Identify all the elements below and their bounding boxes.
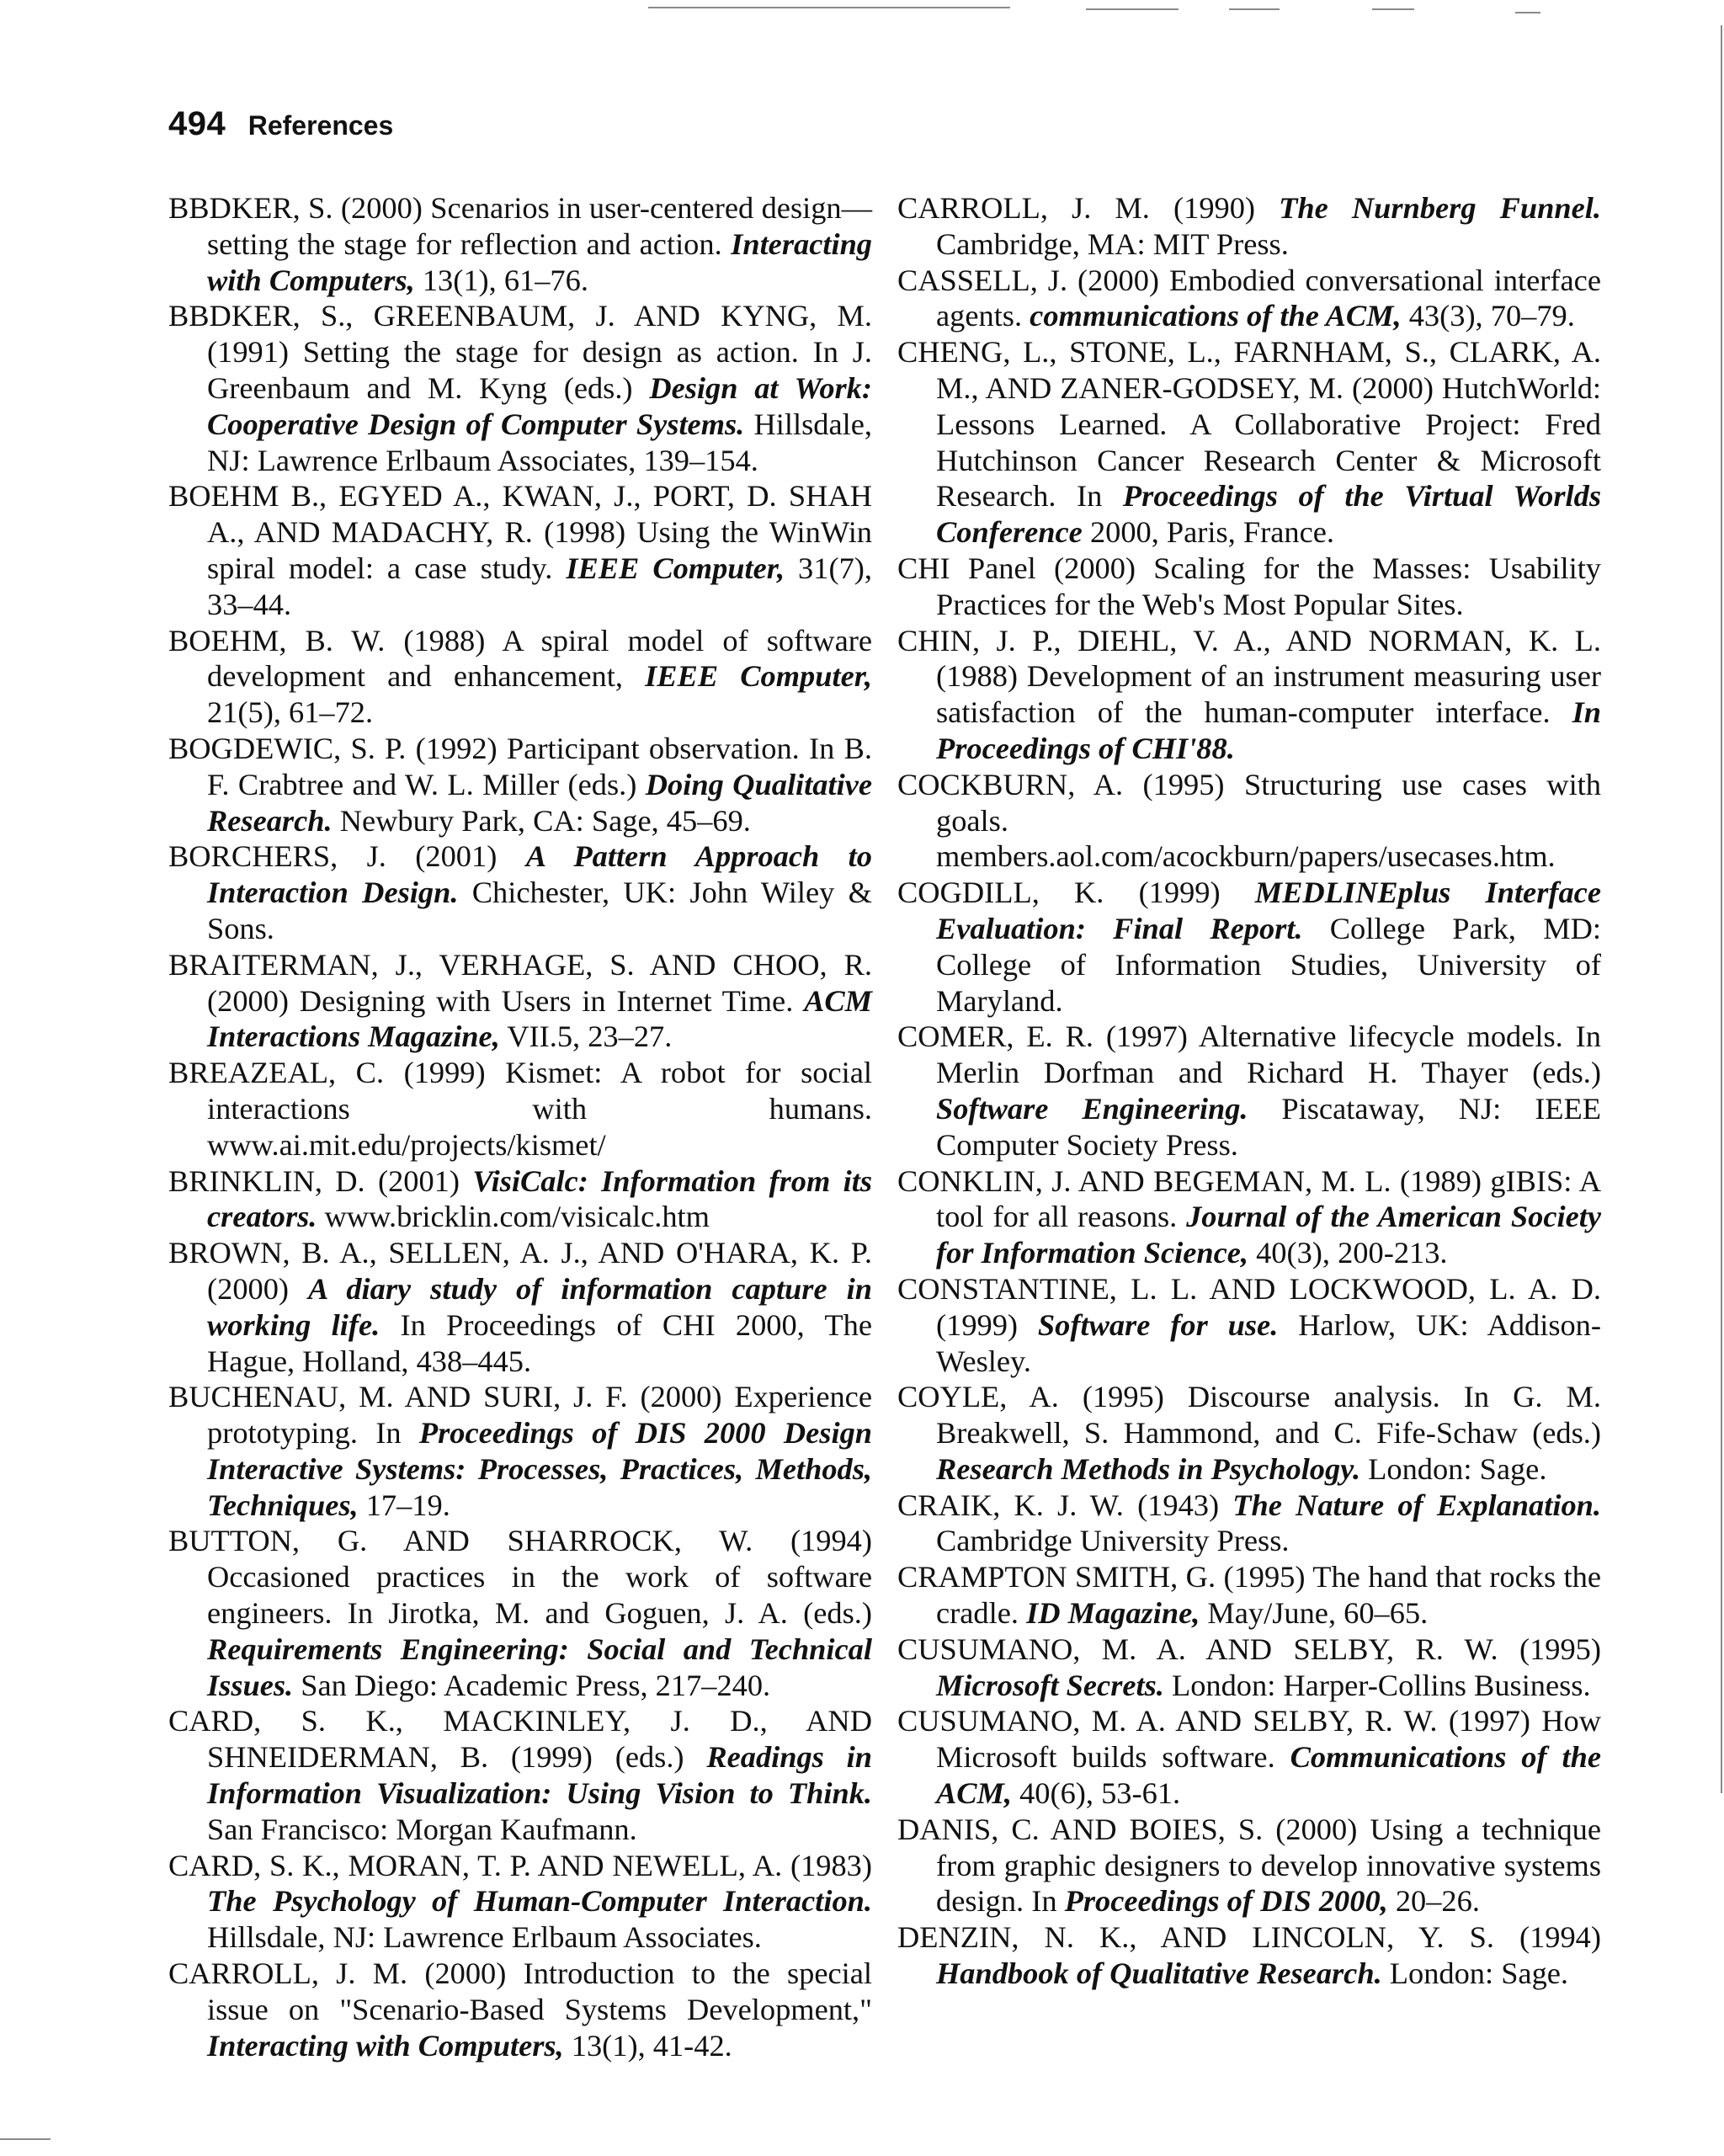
scan-mark xyxy=(1086,8,1179,10)
scan-mark xyxy=(1721,25,1722,1793)
reference-text: BREAZEAL, C. (1999) Kismet: A robot for social interactions with humans. www.ai.mit.edu/projects/kismet/ xyxy=(168,1056,872,1162)
reference-entry xyxy=(168,838,872,946)
scan-mark xyxy=(1515,12,1540,13)
reference-text: COCKBURN, A. (1995) Structuring use cases with goals. members.aol.com/acockburn/papers/usecases.htm. xyxy=(897,767,1601,874)
reference-entry xyxy=(168,1379,872,1523)
reference-title: IEEE Computer, xyxy=(566,551,785,585)
reference-text: CONSTANTINE, L. L. AND LOCKWOOD, L. A. D. (1999) xyxy=(897,1271,1601,1342)
reference-entry xyxy=(897,1919,1601,1992)
reference-title: Software for use. xyxy=(1037,1307,1279,1342)
reference-entry xyxy=(168,947,872,1055)
reference-text: CRAMPTON SMITH, G. (1995) The hand that rocks the cradle. xyxy=(897,1560,1601,1631)
reference-title: Handbook of Qualitative Research. xyxy=(936,1956,1382,1991)
reference-entry xyxy=(897,875,1601,1019)
reference-text: BUCHENAU, M. AND SURI, J. F. (2000) Experience prototyping. In xyxy=(168,1380,872,1451)
reference-text: Cambridge, MA: MIT Press. xyxy=(936,226,1289,261)
reference-text: CASSELL, J. (2000) Embodied conversational interface agents. xyxy=(897,263,1601,333)
reference-text: Harlow, UK: Addison-Wesley. xyxy=(936,1307,1601,1378)
reference-text: CUSUMANO, M. A. AND SELBY, R. W. (1995) xyxy=(897,1632,1601,1666)
reference-entry xyxy=(897,1703,1601,1811)
reference-text: CARROLL, J. M. (2000) Introduction to the special issue on "Scenario-Based Systems Development," xyxy=(168,1956,872,2026)
reference-title: IEEE Computer, xyxy=(645,659,872,694)
reference-text: BUTTON, G. AND SHARROCK, W. (1994) Occasioned practices in the work of software engineers. In Jirotka, M. and Goguen, J. A. (eds.) xyxy=(168,1524,872,1631)
reference-title: Software Engineering. xyxy=(936,1091,1248,1126)
scan-mark xyxy=(1372,8,1414,10)
reference-text: CUSUMANO, M. A. AND SELBY, R. W. (1997) How Microsoft builds software. xyxy=(897,1704,1601,1775)
reference-entry xyxy=(897,551,1601,623)
reference-text: COYLE, A. (1995) Discourse analysis. In G. M. Breakwell, S. Hammond, and C. Fife-Schaw (eds.) xyxy=(897,1380,1601,1451)
reference-title: ID Magazine, xyxy=(1026,1596,1200,1631)
reference-entry xyxy=(168,478,872,622)
reference-text: BROWN, B. A., SELLEN, A. J., AND O'HARA, K. P. (2000) xyxy=(168,1236,872,1306)
reference-text: 21(5), 61–72. xyxy=(207,695,374,730)
reference-entry xyxy=(168,1848,872,1956)
references-left-column xyxy=(168,190,872,2063)
reference-text: BRINKLIN, D. (2001) xyxy=(168,1163,473,1198)
reference-entry xyxy=(168,1523,872,1703)
references-right-column xyxy=(897,190,1601,1992)
reference-entry xyxy=(897,1632,1601,1704)
scan-mark xyxy=(648,7,1010,8)
page-number: 494 xyxy=(168,105,226,142)
reference-title: VisiCalc: Information from its creators. xyxy=(207,1163,872,1234)
reference-title: Readings in Information Visualization: Using Vision to Think. xyxy=(207,1740,872,1811)
reference-title: Proceedings of DIS 2000, xyxy=(1064,1884,1388,1919)
page-header xyxy=(168,105,393,143)
reference-title: ACM Interactions Magazine, xyxy=(207,983,872,1054)
reference-entry xyxy=(897,190,1601,263)
reference-text: DENZIN, N. K., AND LINCOLN, Y. S. (1994) xyxy=(897,1920,1601,1955)
reference-text: BBDKER, S., GREENBAUM, J. AND KYNG, M. (1991) Setting the stage for design as action. In J. Greenbaum and M. Kyng (eds.) xyxy=(168,299,872,405)
reference-entry xyxy=(897,1379,1601,1487)
scan-mark xyxy=(0,2138,51,2140)
reference-text: COGDILL, K. (1999) xyxy=(897,876,1255,910)
reference-entry xyxy=(897,334,1601,551)
reference-title: Journal of the American Society for Information Science, xyxy=(936,1200,1601,1270)
reference-text: BOGDEWIC, S. P. (1992) Participant observation. In B. F. Crabtree and W. L. Miller (eds.) xyxy=(168,731,872,801)
reference-text: CHI Panel (2000) Scaling for the Masses: Usability Practices for the Web's Most Popular Sites. xyxy=(897,551,1601,621)
scan-mark xyxy=(1229,8,1280,10)
reference-text: Piscataway, NJ: IEEE Computer Society Press. xyxy=(936,1091,1601,1162)
reference-title: In Proceedings of CHI'88. xyxy=(936,695,1601,765)
reference-title: The Nature of Explanation. xyxy=(1232,1488,1601,1522)
reference-entry xyxy=(168,1055,872,1163)
reference-text: COMER, E. R. (1997) Alternative lifecycle models. In Merlin Dorfman and Richard H. Thayer (eds.) xyxy=(897,1019,1601,1090)
section-title: References xyxy=(247,110,394,141)
reference-entry xyxy=(168,1163,872,1236)
reference-text: BOEHM, B. W. (1988) A spiral model of software development and enhancement, xyxy=(168,623,872,694)
reference-text: London: Sage. xyxy=(1381,1956,1569,1991)
reference-text: San Diego: Academic Press, 217–240. xyxy=(293,1668,771,1702)
reference-entry xyxy=(168,623,872,731)
reference-text: 31(7), 33–44. xyxy=(207,551,872,621)
reference-entry xyxy=(897,1163,1601,1271)
reference-title: Proceedings of DIS 2000 Design Interactive Systems: Processes, Practices, Methods, Techniques, xyxy=(207,1416,872,1522)
reference-text: CARD, S. K., MACKINLEY, J. D., AND SHNEIDERMAN, B. (1999) (eds.) xyxy=(168,1704,872,1775)
reference-text: 13(1), 61–76. xyxy=(414,263,588,297)
reference-title: A diary study of information capture in working life. xyxy=(207,1271,872,1342)
reference-text: CARROLL, J. M. (1990) xyxy=(897,191,1280,225)
reference-title: Communications of the ACM, xyxy=(936,1740,1601,1811)
reference-text: College Park, MD: College of Information Studies, University of Maryland. xyxy=(936,911,1602,1018)
reference-entry xyxy=(168,1956,872,2063)
reference-title: Research Methods in Psychology. xyxy=(936,1451,1361,1486)
reference-text: 43(3), 70–79. xyxy=(1401,299,1575,333)
reference-entry xyxy=(168,190,872,298)
reference-text: BORCHERS, J. (2001) xyxy=(168,839,526,874)
reference-title: MEDLINEplus Interface Evaluation: Final Report. xyxy=(936,876,1601,945)
reference-text: Chichester, UK: John Wiley & Sons. xyxy=(207,876,872,945)
reference-entry xyxy=(897,623,1601,767)
reference-text: In Proceedings of CHI 2000, The Hague, Holland, 438–445. xyxy=(207,1307,872,1378)
reference-text: San Francisco: Morgan Kaufmann. xyxy=(207,1812,637,1846)
reference-entry xyxy=(897,1271,1601,1379)
reference-entry xyxy=(168,298,872,478)
reference-text: CARD, S. K., MORAN, T. P. AND NEWELL, A. (1983) xyxy=(168,1848,872,1882)
reference-entry xyxy=(168,1703,872,1847)
reference-title: The Psychology of Human-Computer Interaction. xyxy=(207,1884,872,1919)
reference-title: Requirements Engineering: Social and Technical Issues. xyxy=(207,1632,872,1702)
reference-text: 17–19. xyxy=(358,1488,450,1522)
reference-entry xyxy=(897,263,1601,335)
reference-entry xyxy=(897,767,1601,875)
reference-text: 40(6), 53-61. xyxy=(1012,1776,1181,1811)
reference-text: Hillsdale, NJ: Lawrence Erlbaum Associates. xyxy=(207,1920,762,1955)
reference-entry xyxy=(168,1235,872,1379)
reference-text: Hillsdale, NJ: Lawrence Erlbaum Associates, 139–154. xyxy=(207,407,872,477)
reference-text: Cambridge University Press. xyxy=(936,1524,1290,1558)
reference-text: BRAITERMAN, J., VERHAGE, S. AND CHOO, R. (2000) Designing with Users in Internet Time. xyxy=(168,947,872,1018)
reference-title: Interacting with Computers, xyxy=(207,226,872,297)
reference-title: Design at Work: Cooperative Design of Computer Systems. xyxy=(207,370,872,441)
reference-title: Microsoft Secrets. xyxy=(936,1668,1164,1702)
reference-text: CRAIK, K. J. W. (1943) xyxy=(897,1488,1233,1522)
reference-entry xyxy=(897,1559,1601,1632)
reference-title: A Pattern Approach to Interaction Design. xyxy=(207,839,872,910)
reference-text: Newbury Park, CA: Sage, 45–69. xyxy=(332,803,751,838)
reference-title: Interacting with Computers, xyxy=(207,2028,564,2063)
reference-text: May/June, 60–65. xyxy=(1200,1596,1429,1631)
reference-title: communications of the ACM, xyxy=(1030,299,1402,333)
reference-text: 40(3), 200-213. xyxy=(1248,1236,1448,1270)
reference-text: VII.5, 23–27. xyxy=(499,1019,673,1054)
reference-entry xyxy=(897,1812,1601,1919)
reference-entry xyxy=(897,1019,1601,1163)
reference-text: 13(1), 41-42. xyxy=(563,2028,732,2063)
reference-text: London: Sage. xyxy=(1360,1451,1547,1486)
reference-entry xyxy=(897,1488,1601,1560)
reference-text: CONKLIN, J. AND BEGEMAN, M. L. (1989) gIBIS: A tool for all reasons. xyxy=(897,1163,1601,1234)
reference-text: 20–26. xyxy=(1387,1884,1480,1919)
reference-text: www.bricklin.com/visicalc.htm xyxy=(317,1200,710,1234)
reference-text: BOEHM B., EGYED A., KWAN, J., PORT, D. SHAH A., AND MADACHY, R. (1998) Using the WinWin spiral model: a case study. xyxy=(168,479,872,585)
reference-text: London: Harper-Collins Business. xyxy=(1163,1668,1591,1702)
reference-text: CHENG, L., STONE, L., FARNHAM, S., CLARK, A. M., AND ZANER-GODSEY, M. (2000) HutchWorld: Lessons Learned. A Collaborative Project: Fred Hutchinson Cancer Research Center & Microsoft Research. In xyxy=(897,335,1601,514)
reference-text: BBDKER, S. (2000) Scenarios in user-centered design—setting the stage for reflection and action. xyxy=(168,191,872,261)
reference-text: DANIS, C. AND BOIES, S. (2000) Using a technique from graphic designers to develop innovative systems design. In xyxy=(897,1812,1601,1919)
reference-title: The Nurnberg Funnel. xyxy=(1279,191,1601,225)
reference-entry xyxy=(168,731,872,838)
reference-title: Proceedings of the Virtual Worlds Conference xyxy=(936,479,1601,550)
reference-text: 2000, Paris, France. xyxy=(1082,515,1335,550)
reference-text: CHIN, J. P., DIEHL, V. A., AND NORMAN, K. L. (1988) Development of an instrument measuring user satisfaction of the human-computer interface. xyxy=(897,623,1601,730)
reference-title: Doing Qualitative Research. xyxy=(207,767,872,838)
